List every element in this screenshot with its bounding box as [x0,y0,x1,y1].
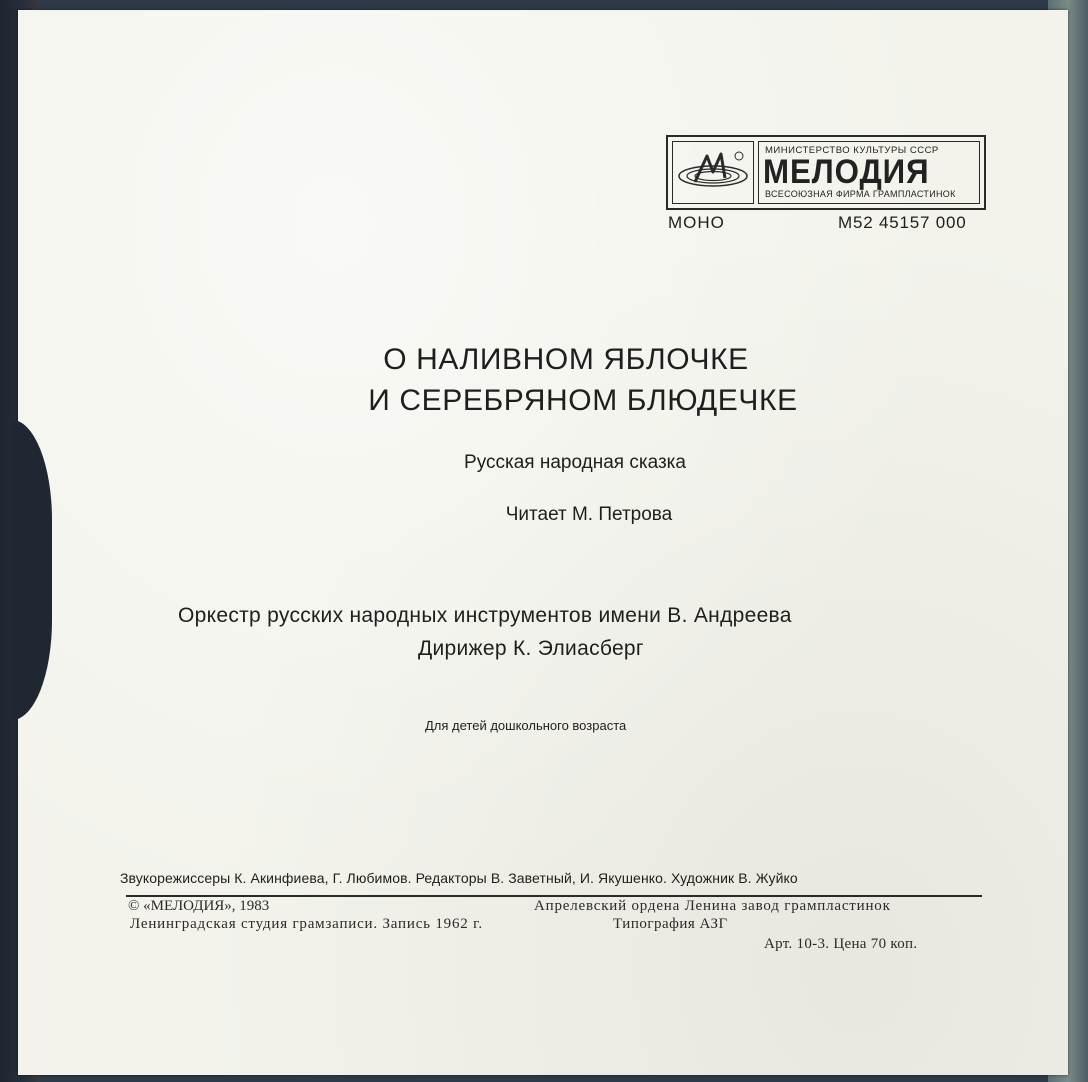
melodiya-logo-icon [672,141,754,204]
sleeve-cutout [12,420,52,720]
factory-credit: Апрелевский ордена Ленина завод грампластинок [534,898,891,914]
studio-credit: Ленинградская студия грамзаписи. Запись 1962 г. [130,916,483,932]
conductor-credit: Дирижер К. Элиасберг [418,637,644,660]
logo-ministry-text: МИНИСТЕРСТВО КУЛЬТУРЫ СССР [765,145,939,156]
reader-credit: Читает М. Петрова [505,504,673,525]
subtitle: Русская народная сказка [464,452,686,473]
orchestra-credit: Оркестр русских народных инструментов имени В. Андреева [178,604,792,627]
logo-firm-text: ВСЕСОЮЗНАЯ ФИРМА ГРАМПЛАСТИНОК [765,189,956,199]
age-note: Для детей дошкольного возраста [425,718,627,733]
production-credits: Звукорежиссеры К. Акинфиева, Г. Любимов. Редакторы В. Заветный, И. Якушенко. Художник В. Жуйко [120,870,798,886]
catalog-number: М52 45157 000 [838,213,967,232]
divider-line [126,895,982,897]
logo-text-box [758,141,980,204]
sound-format: МОНО [668,213,725,232]
logo-brand-name: МЕЛОДИЯ [763,153,930,191]
copyright: © «МЕЛОДИЯ», 1983 [128,898,270,914]
melodiya-label-logo [666,135,986,210]
record-sleeve [18,10,1068,1075]
price-line: Арт. 10-3. Цена 70 коп. [764,936,918,952]
printing-credit: Типография АЗГ [613,916,728,932]
title-line-1: О НАЛИВНОМ ЯБЛОЧКЕ [383,343,749,376]
title-line-2: И СЕРЕБРЯНОМ БЛЮДЕЧКЕ [368,384,798,417]
